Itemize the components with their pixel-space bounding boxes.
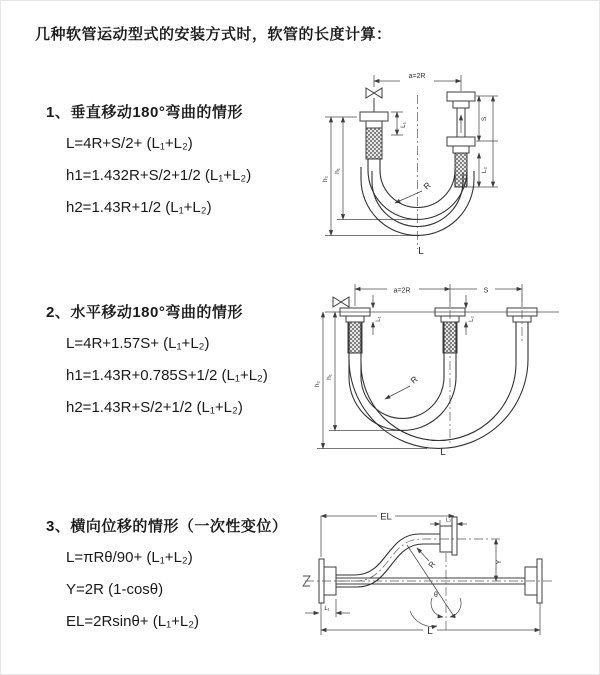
section-horizontal-movement (46, 301, 268, 424)
section-2-heading: 2、水平移动180°弯曲的情形 (46, 304, 243, 321)
valve-bowtie-icon (366, 88, 382, 98)
valve-bowtie-icon (333, 297, 349, 307)
dim-a2r-label: a=2R (393, 287, 411, 295)
dim-el-label: EL (380, 511, 392, 523)
formula-line: L=πRθ/90+ (L₁+L₂) (66, 549, 193, 566)
connectors (319, 517, 542, 603)
section-lateral-displacement (46, 515, 287, 638)
dim-l-label: L (418, 246, 424, 257)
diagram-lateral-displacement (297, 503, 600, 647)
dim-a2r-label: a=2R (408, 73, 426, 80)
formula-line: L=4R+S/2+ (L₁+L₂) (66, 135, 193, 152)
dim-y-label: Y (496, 559, 503, 565)
formula-line: h2=1.43R+1/2 (L₁+L₂) (66, 199, 212, 216)
hose-curves (336, 534, 440, 587)
diagram-vertical-180-bend (309, 67, 591, 263)
formula-line: h1=1.432R+S/2+1/2 (L₁+L₂) (66, 167, 252, 184)
dim-r-label: R (426, 559, 438, 570)
dim-s-label: S (483, 287, 489, 295)
dim-h2-label: h₂ (314, 380, 321, 388)
dim-l2-label: L₂ (481, 166, 488, 174)
formula-line: h2=1.43R+S/2+1/2 (L₁+L₂) (66, 399, 243, 416)
dim-r-label: R (408, 373, 420, 386)
connectors (333, 297, 537, 353)
dim-l2-label: L₂ (445, 517, 452, 524)
dim-r-label: R (421, 179, 433, 192)
dim-h2-label: h₂ (322, 175, 329, 183)
formula-line: Y=2R (1-cosθ) (66, 581, 164, 598)
dim-l-label: L (440, 447, 446, 458)
dim-s-label: S (481, 116, 488, 122)
formula-line: EL=2Rsinθ+ (L₁+L₂) (66, 613, 200, 630)
dim-theta-label: θ (434, 592, 438, 599)
section-3-heading: 3、横向位移的情形（一次性变位） (46, 518, 288, 535)
formula-line: h1=1.43R+0.785S+1/2 (L₁+L₂) (66, 367, 268, 384)
dim-l1-label: L₁ (376, 316, 382, 322)
dim-l1-label: L₁ (400, 122, 407, 128)
formula-line: L=4R+1.57S+ (L₁+L₂) (66, 335, 210, 352)
hose-curves (349, 322, 528, 448)
page-title: 几种软管运动型式的安装方式时，软管的长度计算： (35, 26, 392, 43)
dim-l1-label: L₁ (324, 606, 330, 612)
dim-l-label: L (427, 626, 433, 637)
section-vertical-movement (46, 101, 251, 224)
dimension-lines (325, 75, 498, 236)
dim-h1-label: h₁ (326, 374, 333, 380)
section-1-heading: 1、垂直移动180°弯曲的情形 (46, 104, 243, 121)
dim-l2-label: L₂ (469, 316, 475, 322)
diagram-horizontal-180-bend (307, 279, 591, 459)
dimension-lines (317, 284, 559, 449)
dim-h1-label: h₁ (334, 168, 341, 174)
